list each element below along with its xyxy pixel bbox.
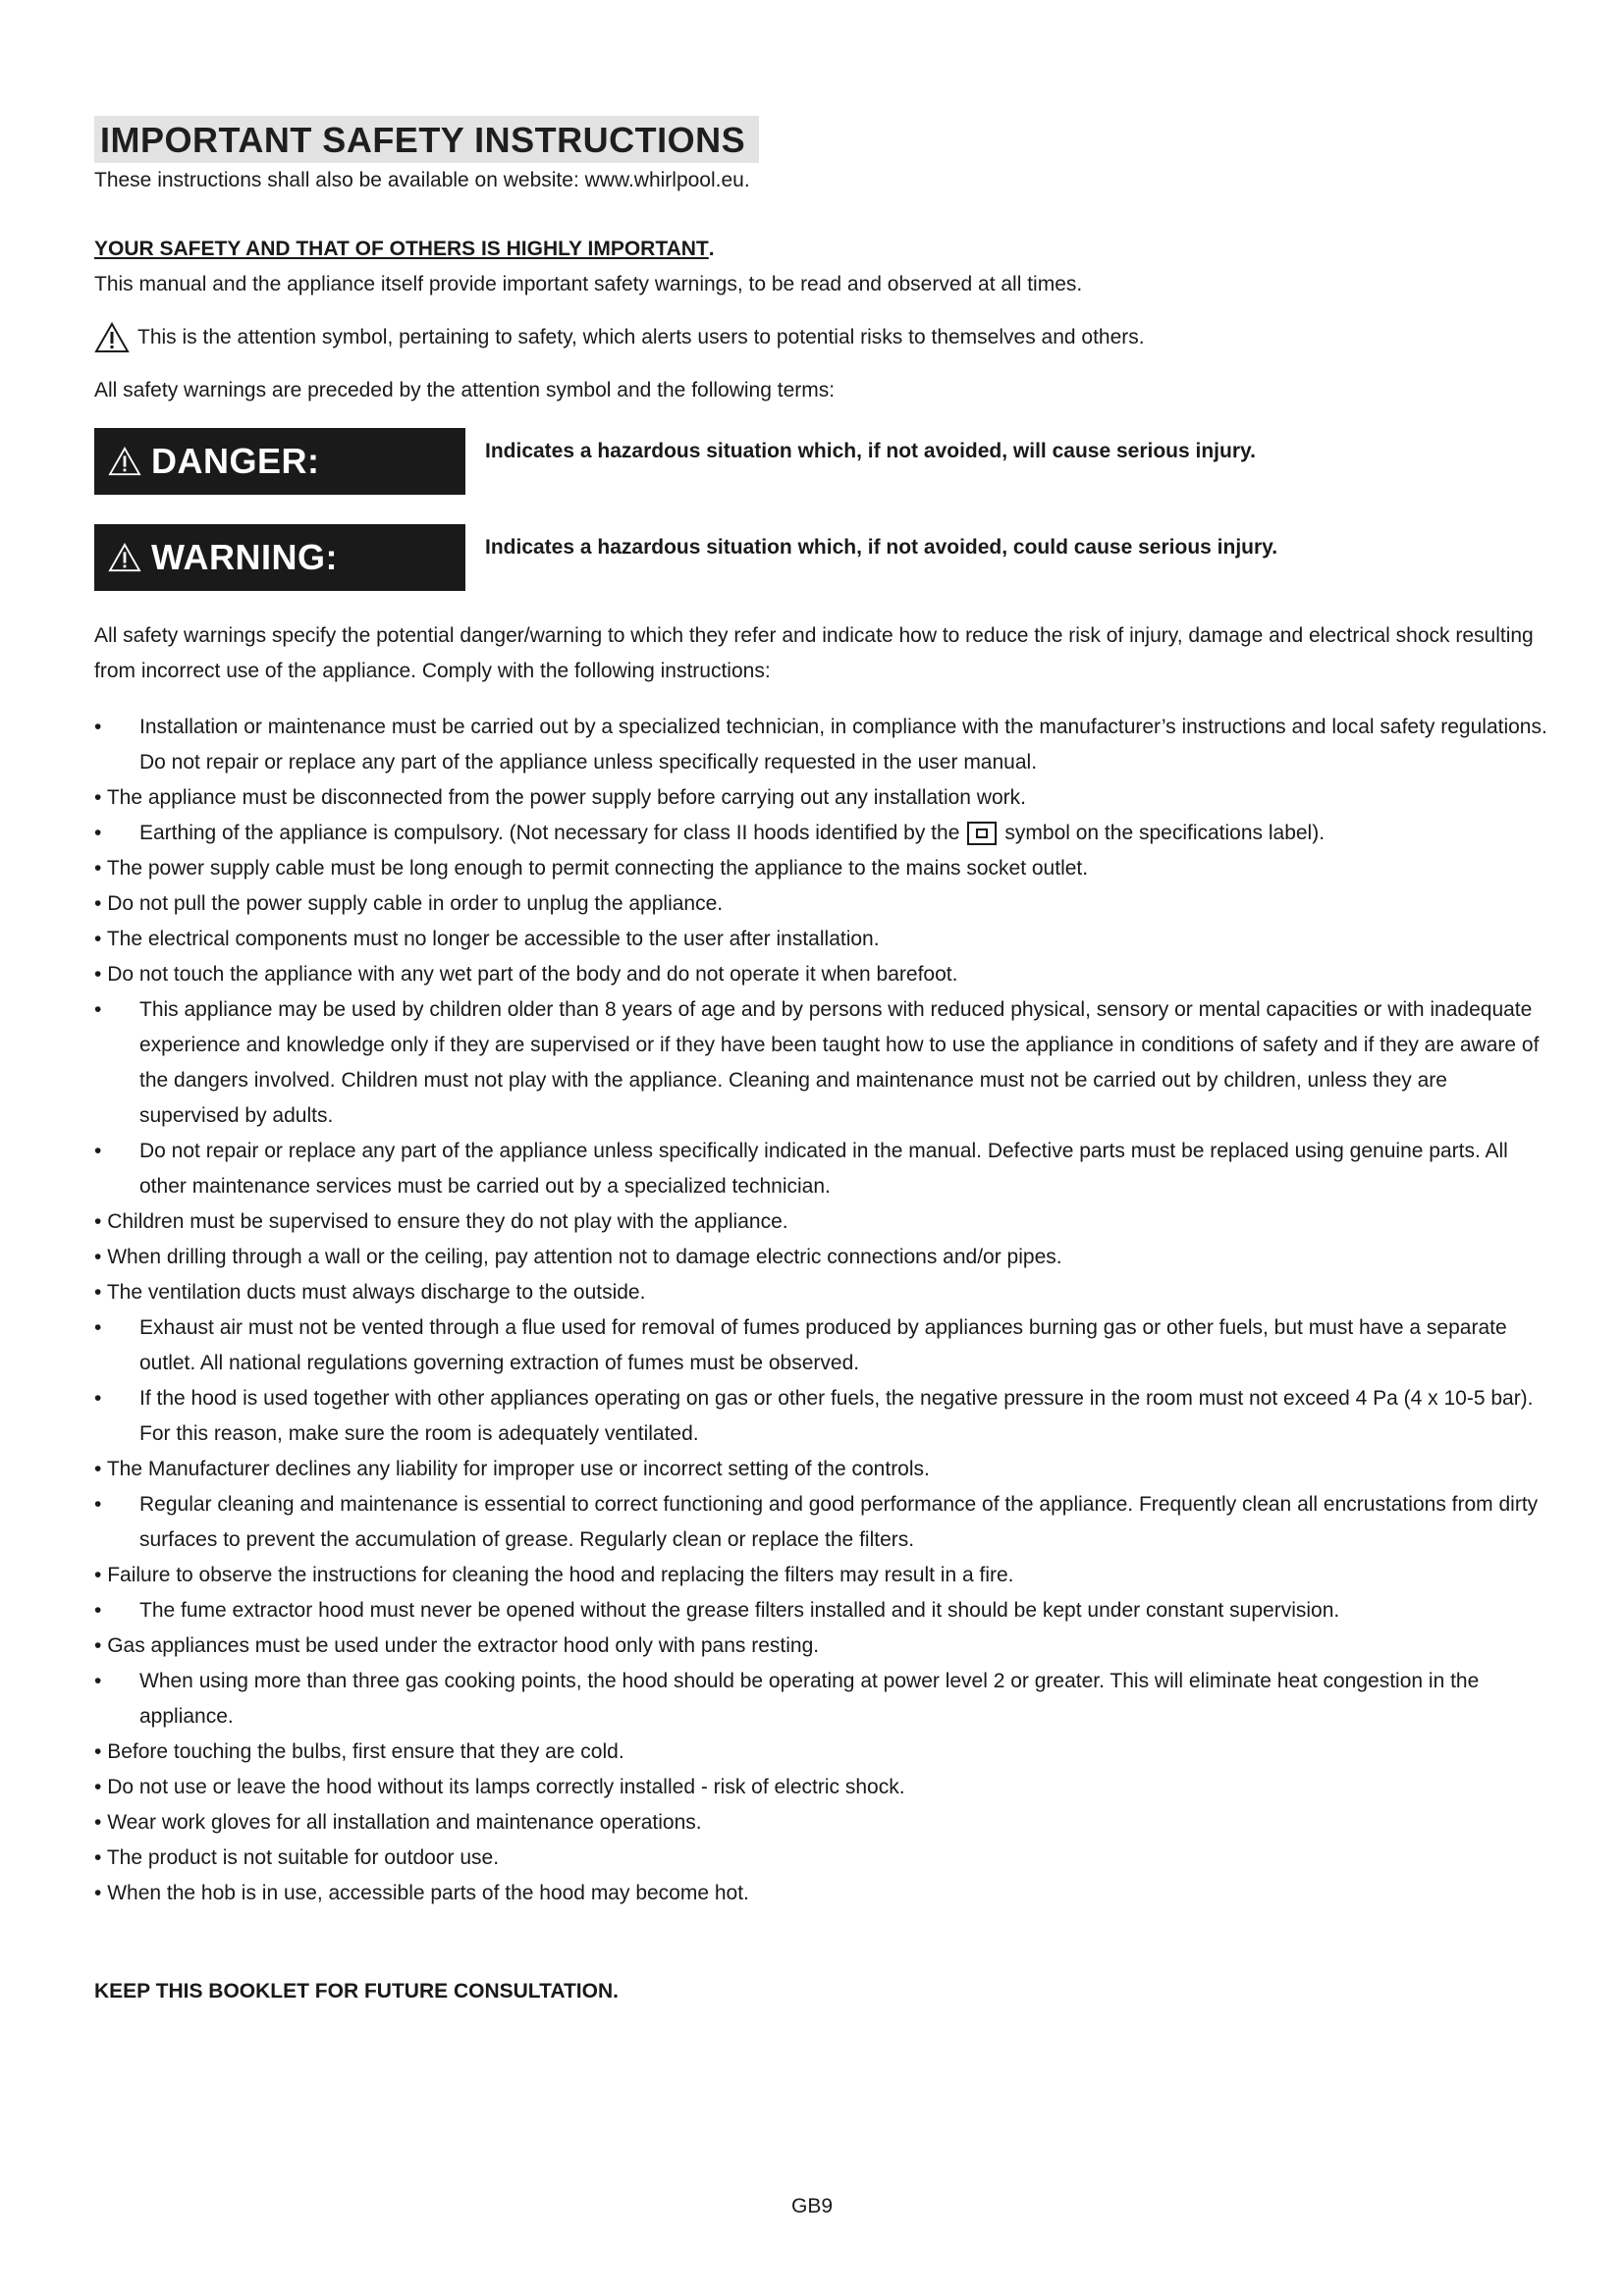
warning-description: Indicates a hazardous situation which, if not avoided, could cause serious injury. [485, 536, 1278, 559]
list-item-earthing [94, 816, 1547, 851]
danger-row [94, 428, 1547, 495]
list-item: • The appliance must be disconnected from the power supply before carrying out any installation work. [94, 780, 1547, 816]
list-item: • When using more than three gas cooking points, the hood should be operating at power level 2 or greater. This will eliminate heat congestion in the appliance. [94, 1664, 1547, 1735]
list-item: • Do not touch the appliance with any wet part of the body and do not operate it when barefoot. [94, 957, 1547, 992]
list-item: • Installation or maintenance must be carried out by a specialized technician, in compliance with the manufacturer’s instructions and local safety regulations. Do not repair or replace any part of the appliance unless specifically requested in the user manual. [94, 710, 1547, 780]
safety-page [94, 116, 1547, 2024]
attention-text: This is the attention symbol, pertaining to safety, which alerts users to potential risks to themselves and others. [137, 326, 1145, 348]
class-ii-symbol-icon [967, 822, 997, 845]
page-number: GB9 [790, 2195, 834, 2217]
list-item: • Do not pull the power supply cable in order to unplug the appliance. [94, 886, 1547, 922]
warning-row [94, 524, 1547, 591]
list-item: • The electrical components must no longer be accessible to the user after installation. [94, 922, 1547, 957]
list-item: • Children must be supervised to ensure they do not play with the appliance. [94, 1204, 1547, 1240]
list-item: • Regular cleaning and maintenance is essential to correct functioning and good performance of the appliance. Frequently clean all encrustations from dirty surfaces to prevent the accumulation of grease. Regularly clean or replace the filters. [94, 1487, 1547, 1558]
danger-warning-icon [108, 447, 141, 476]
attention-triangle-icon [94, 322, 130, 353]
page-title: IMPORTANT SAFETY INSTRUCTIONS [100, 120, 746, 160]
attention-row [94, 320, 1547, 355]
list-item: • Do not repair or replace any part of the appliance unless specifically indicated in the manual. Defective parts must be replaced using genuine parts. All other maintenance services must be carried out by a specialized technician. [94, 1134, 1547, 1204]
list-item: • Exhaust air must not be vented through a flue used for removal of fumes produced by appliances burning gas or other fuels, but must have a separate outlet. All national regulations governing extraction of fumes must be observed. [94, 1310, 1547, 1381]
safety-heading-text: YOUR SAFETY AND THAT OF OTHERS IS HIGHLY IMPORTANT [94, 238, 709, 260]
danger-description: Indicates a hazardous situation which, if not avoided, will cause serious injury. [485, 440, 1256, 462]
list-item: • Failure to observe the instructions for cleaning the hood and replacing the filters may result in a fire. [94, 1558, 1547, 1593]
list-item: • Do not use or leave the hood without its lamps correctly installed - risk of electric shock. [94, 1770, 1547, 1805]
list-item: • The Manufacturer declines any liability for improper use or incorrect setting of the controls. [94, 1452, 1547, 1487]
list-item: • Before touching the bulbs, first ensure that they are cold. [94, 1735, 1547, 1770]
list-item: • When the hob is in use, accessible parts of the hood may become hot. [94, 1876, 1547, 1911]
list-item: • If the hood is used together with other appliances operating on gas or other fuels, the negative pressure in the room must not exceed 4 Pa (4 x 10-5 bar). For this reason, make sure the room is adequately ventilated. [94, 1381, 1547, 1452]
earthing-text: Earthing of the appliance is compulsory. (Not necessary for class II hoods identified by the [139, 822, 960, 844]
safety-heading [94, 232, 1547, 267]
danger-label: DANGER: [151, 441, 320, 481]
intro-paragraph: All safety warnings specify the potential danger/warning to which they refer and indicate how to reduce the risk of injury, damage and electrical shock resulting from incorrect use of the appliance. Comply with the following instructions: [94, 624, 1534, 682]
list-item: • The ventilation ducts must always discharge to the outside. [94, 1275, 1547, 1310]
earthing-text-suffix: symbol on the specifications label). [1004, 822, 1326, 844]
list-item: • Wear work gloves for all installation and maintenance operations. [94, 1805, 1547, 1841]
preceded-line: All safety warnings are preceded by the attention symbol and the following terms: [94, 379, 836, 401]
list-item: • This appliance may be used by children older than 8 years of age and by persons with reduced physical, sensory or mental capacities or with inadequate experience and knowledge only if they are supervised or if they have been taught how to use the appliance in conditions of safety and if they are aware of the dangers involved. Children must not play with the appliance. Cleaning and maintenance must not be carried out by children, unless they are supervised by adults. [94, 992, 1547, 1134]
warning-triangle-icon [108, 543, 141, 572]
safety-heading-period: . [708, 238, 715, 260]
keep-booklet-line: KEEP THIS BOOKLET FOR FUTURE CONSULTATION. [94, 1980, 619, 2002]
warning-label: WARNING: [151, 537, 338, 577]
website-line: These instructions shall also be available on website: www.whirlpool.eu. [94, 169, 750, 191]
list-item: • The fume extractor hood must never be opened without the grease filters installed and it should be kept under constant supervision. [94, 1593, 1547, 1629]
list-item: • The product is not suitable for outdoor use. [94, 1841, 1547, 1876]
list-item: • Gas appliances must be used under the extractor hood only with pans resting. [94, 1629, 1547, 1664]
list-item: • When drilling through a wall or the ceiling, pay attention not to damage electric connections and/or pipes. [94, 1240, 1547, 1275]
instruction-list [94, 710, 1547, 1911]
manual-line: This manual and the appliance itself provide important safety warnings, to be read and observed at all times. [94, 273, 1083, 295]
title-box [94, 116, 759, 163]
danger-banner [94, 428, 465, 495]
warning-banner [94, 524, 465, 591]
list-item: • The power supply cable must be long enough to permit connecting the appliance to the mains socket outlet. [94, 851, 1547, 886]
